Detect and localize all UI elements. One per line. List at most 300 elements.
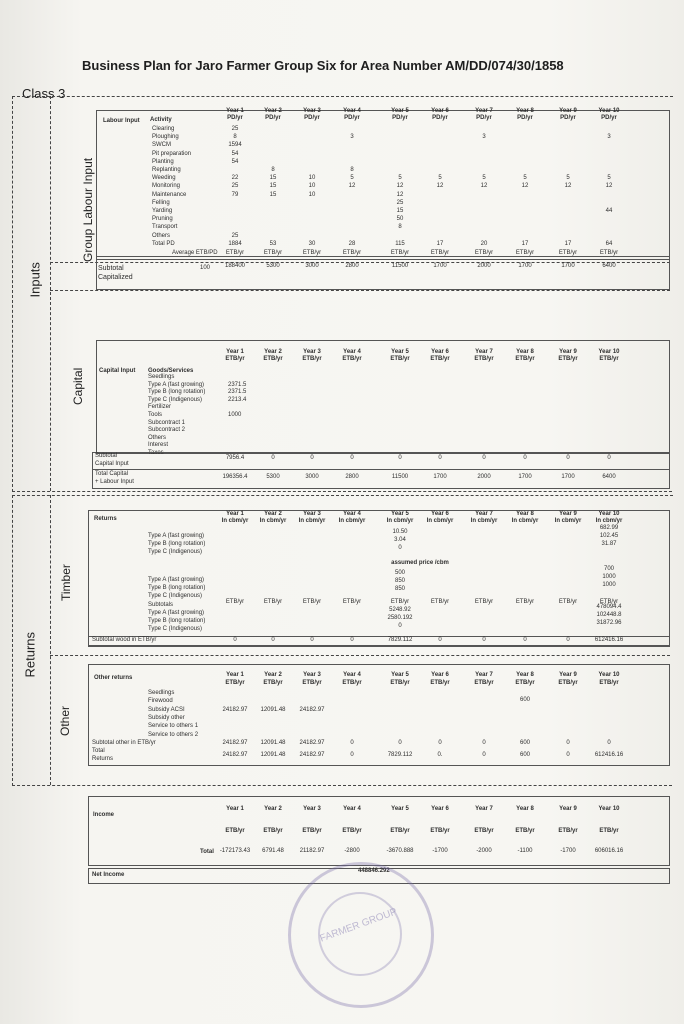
- timber-etb-unit: ETB/yr: [342, 599, 362, 605]
- labour-activity-name: SWCM: [152, 142, 171, 149]
- labour-etb-unit: ETB/yr: [515, 250, 535, 256]
- assumed-price-label: assumed price /cbm: [391, 560, 449, 566]
- other-subtotal-label: Subtotal other in ETB/yr: [92, 740, 156, 746]
- other-return-name: Service to others 2: [148, 731, 199, 738]
- labour-cell: 12: [396, 191, 404, 198]
- timber-year-header: Year 5: [391, 511, 409, 517]
- wood-subtotal-cell: 0: [566, 637, 570, 643]
- other-unit-header: ETB/yr: [390, 680, 410, 686]
- labour-cell: 3: [607, 134, 611, 141]
- labour-cell: 5: [482, 175, 486, 182]
- income-total-cell: -3670.888: [386, 848, 414, 854]
- timber-unit-header: In cbm/yr: [554, 518, 582, 524]
- labour-year-header: Year 3: [303, 108, 321, 114]
- other-unit-header: ETB/yr: [302, 680, 322, 686]
- timber-price-type-name: Type B (long rotation): [148, 585, 206, 591]
- capital-subtotal-cell: 0: [607, 455, 611, 461]
- labour-year-header: Year 7: [475, 108, 493, 114]
- labour-year-header: Year 5: [391, 108, 409, 114]
- capital-unit-header: ETB/yr: [390, 356, 410, 362]
- income-total-cell: -2800: [344, 848, 360, 854]
- labour-cell: 17: [436, 240, 444, 247]
- labour-cell: 22: [231, 175, 239, 182]
- capital-subtotal-cell: 0: [398, 455, 402, 461]
- labour-cell: 12: [564, 183, 572, 190]
- income-year-header: Year 8: [516, 806, 534, 812]
- capital-unit-header: ETB/yr: [225, 356, 245, 362]
- timber-etb-unit: ETB/yr: [263, 599, 283, 605]
- capital-total-cell: 3000: [305, 474, 319, 480]
- other-subsidy-cell: 24182.97: [299, 707, 325, 713]
- other-subtotal-cell: 0: [566, 740, 570, 746]
- labour-cell: 25: [231, 232, 239, 239]
- other-subtotal-cell: 24182.97: [222, 740, 248, 746]
- other-total-cell: 600: [519, 752, 530, 758]
- income-year-header: Year 5: [391, 806, 409, 812]
- labour-activity-name: Felling: [152, 199, 170, 206]
- labour-subtotal-cell: 2000: [477, 263, 491, 269]
- labour-cell: 54: [231, 150, 239, 157]
- capital-item-name: Others: [148, 434, 167, 441]
- wood-subtotal-unit: in ETB/yr: [131, 637, 157, 643]
- income-unit-header: ETB/yr: [390, 828, 410, 834]
- labour-cell: 10: [308, 183, 316, 190]
- labour-cell: 5: [438, 175, 442, 182]
- labour-cell: 115: [395, 240, 405, 247]
- capital-year-header: Year 3: [303, 349, 321, 355]
- capital-year-header: Year 7: [475, 349, 493, 355]
- labour-activity-name: Replanting: [152, 167, 181, 173]
- income-year-header: Year 3: [303, 806, 321, 812]
- capital-item-name: Taxes: [148, 450, 164, 456]
- labour-year-header: Year 4: [343, 108, 361, 114]
- document-title: Business Plan for Jaro Farmer Group Six for Area Number AM/DD/074/30/1858: [82, 58, 564, 73]
- other-subtotal-cell: 600: [519, 740, 530, 746]
- other-total-cell: 612416.16: [594, 752, 624, 758]
- timber-type-name: Type C (Indigenous): [148, 549, 203, 555]
- capital-year-header: Year 1: [226, 349, 244, 355]
- timber-yr10-price: 1000: [602, 582, 616, 588]
- other-unit-header: ETB/yr: [342, 680, 362, 686]
- inputs-label: Inputs: [27, 262, 43, 298]
- labour-input-label: Labour Input: [103, 118, 140, 124]
- capital-subtotal-label: Subtotal: [95, 453, 118, 459]
- capitalized-box: [96, 256, 670, 290]
- labour-activity-name: Maintenance: [152, 191, 187, 198]
- other-total-cell: 12091.48: [260, 752, 286, 758]
- other-year-header: Year 5: [391, 672, 409, 678]
- labour-cell: 12: [605, 183, 613, 190]
- labour-cell: 44: [605, 208, 613, 214]
- capital-subtotal-cell: 7956.4: [225, 455, 245, 461]
- labour-input-plus-label: + Labour Input: [95, 479, 134, 485]
- labour-subtotal-cell: 1700: [518, 263, 532, 269]
- labour-cell: 64: [605, 240, 613, 247]
- labour-year-header: Year 8: [516, 108, 534, 114]
- income-unit-header: ETB/yr: [263, 828, 283, 834]
- capital-item-name: Type A (fast growing): [148, 381, 205, 388]
- other-subtotal-cell: 0: [607, 740, 611, 746]
- labour-subtotal-cell: 1700: [433, 263, 447, 269]
- capital-item-name: Subcontract 1: [148, 419, 186, 426]
- labour-cell: 3: [482, 134, 486, 141]
- labour-year-header: Year 1: [226, 108, 244, 114]
- labour-unit-header: PD/yr: [476, 115, 492, 121]
- capital-total-cell: 6400: [602, 474, 616, 480]
- timber-unit-header: In cbm/yr: [298, 518, 326, 524]
- labour-cell: 12: [521, 183, 529, 190]
- labour-cell: 5: [607, 175, 611, 182]
- timber-yr10-price: 700: [603, 566, 614, 572]
- capital-total-cell: 196356.4: [222, 474, 248, 480]
- capital-item-name: Type C (Indigenous): [148, 396, 203, 403]
- labour-etb-unit: ETB/yr: [558, 250, 578, 256]
- income-year-header: Year 7: [475, 806, 493, 812]
- capital-year-header: Year 5: [391, 349, 409, 355]
- capital-total-cell: 2800: [345, 474, 359, 480]
- capital-unit-header: ETB/yr: [263, 356, 283, 362]
- labour-activity-name: Weeding: [152, 175, 176, 182]
- labour-unit-header: PD/yr: [392, 115, 408, 121]
- income-unit-header: ETB/yr: [599, 828, 619, 834]
- timber-type-name: Type B (long rotation): [148, 541, 206, 547]
- class-label: Class 3: [22, 86, 66, 101]
- income-unit-header: ETB/yr: [302, 828, 322, 834]
- timber-label: Timber: [59, 564, 73, 601]
- timber-year-header: Year 2: [264, 511, 282, 517]
- capital-subtotal-cell: 0: [310, 455, 314, 461]
- timber-sub-type-name: Type B (long rotation): [148, 618, 206, 624]
- labour-cell: 50: [396, 216, 404, 223]
- total-capital-label: Total Capital: [95, 471, 129, 477]
- other-returns-label: Returns: [92, 756, 114, 762]
- other-total-label: Total: [92, 748, 105, 754]
- labour-subtotal-cell: 11500: [391, 263, 409, 269]
- labour-etb-unit: ETB/yr: [342, 250, 362, 256]
- labour-cell: 3: [350, 134, 354, 141]
- other-return-name: Subsidy other: [148, 714, 185, 721]
- labour-unit-header: PD/yr: [560, 115, 576, 121]
- other-unit-header: ETB/yr: [599, 680, 619, 686]
- labour-subtotal-cell: 6400: [602, 263, 616, 269]
- income-total-cell: 21182.97: [299, 848, 325, 854]
- capital-unit-header: ETB/yr: [599, 356, 619, 362]
- other-total-cell: 0: [350, 752, 354, 758]
- timber-year-header: Year 10: [598, 511, 620, 517]
- returns-label: Returns: [22, 631, 38, 678]
- capital-item-name: Tools: [148, 412, 163, 418]
- labour-subtotal-cell: 5300: [266, 263, 280, 269]
- capital-unit-header: ETB/yr: [302, 356, 322, 362]
- other-year-header: Year 6: [431, 672, 449, 678]
- income-total-cell: 606016.16: [594, 848, 624, 854]
- wood-subtotal-cell: 0: [523, 637, 527, 643]
- labour-activity-name: Monitoring: [152, 183, 181, 190]
- timber-unit-header: In cbm/yr: [221, 518, 249, 524]
- timber-etb-unit: ETB/yr: [558, 599, 578, 605]
- timber-unit-header: In cbm/yr: [511, 518, 539, 524]
- labour-cell: 12: [480, 183, 488, 190]
- income-total-cell: 6791.48: [262, 848, 284, 854]
- stamp-text: FARMER GROUP: [318, 906, 399, 945]
- other-total-cell: 0: [566, 752, 570, 758]
- income-unit-header: ETB/yr: [342, 828, 362, 834]
- timber-yr10-volume: 31.87: [601, 541, 617, 547]
- labour-activity-name: Others: [152, 232, 171, 239]
- labour-cell: 20: [480, 240, 488, 247]
- labour-etb-unit: ETB/yr: [263, 250, 283, 256]
- labour-cell: 79: [231, 191, 239, 198]
- timber-year-header: Year 1: [226, 511, 244, 517]
- timber-price-type-name: Type A (fast growing): [148, 577, 205, 583]
- wood-subtotal-cell: 0: [233, 637, 237, 643]
- labour-cell: 5: [566, 175, 570, 182]
- capital-label: Capital: [71, 367, 85, 405]
- other-unit-header: ETB/yr: [515, 680, 535, 686]
- labour-cell: 5: [398, 175, 402, 182]
- capital-year-header: Year 2: [264, 349, 282, 355]
- labour-cell: 15: [269, 191, 277, 198]
- capital-year-header: Year 4: [343, 349, 361, 355]
- other-yr8-value: 600: [519, 697, 530, 703]
- avg-etb-label: Average ETB/PD: [172, 250, 218, 256]
- inputs-divider: [50, 96, 51, 491]
- timber-unit-header: In cbm/yr: [426, 518, 454, 524]
- capital-subtotal-cell: 0: [482, 455, 486, 461]
- labour-cell: 15: [269, 175, 277, 182]
- labour-activity-name: Total PD: [152, 240, 175, 247]
- avg-etb-value: 100: [200, 265, 211, 271]
- timber-yr10-volume: 682.99: [599, 525, 619, 531]
- capital-item-name: Fertilizer: [148, 404, 172, 411]
- labour-cell: 25: [231, 126, 239, 132]
- other-total-cell: 0: [482, 752, 486, 758]
- timber-unit-header: In cbm/yr: [338, 518, 366, 524]
- income-year-header: Year 2: [264, 806, 282, 812]
- capital-total-cell: 1700: [561, 474, 575, 480]
- timber-yr10-volume: 102.45: [599, 533, 619, 539]
- other-year-header: Year 8: [516, 672, 534, 678]
- capital-item-value: 1000: [228, 412, 242, 418]
- labour-cell: 12: [436, 183, 444, 190]
- labour-cell: 8: [271, 167, 275, 173]
- other-year-header: Year 3: [303, 672, 321, 678]
- labour-etb-unit: ETB/yr: [430, 250, 450, 256]
- capital-input-sub-label: Capital Input: [95, 461, 129, 467]
- labour-cell: 5: [523, 175, 527, 182]
- labour-subtotal-cell: 3000: [305, 263, 319, 269]
- other-total-cell: 24182.97: [222, 752, 248, 758]
- wood-subtotal-cell: 7829.112: [387, 637, 413, 643]
- wood-subtotal-cell: 612416.16: [594, 637, 624, 643]
- labour-year-header: Year 6: [431, 108, 449, 114]
- other-year-header: Year 2: [264, 672, 282, 678]
- timber-year-header: Year 6: [431, 511, 449, 517]
- labour-unit-header: PD/yr: [432, 115, 448, 121]
- capital-item-name: Subcontract 2: [148, 427, 186, 434]
- other-subtotal-cell: 12091.48: [260, 740, 286, 746]
- capital-year-header: Year 8: [516, 349, 534, 355]
- timber-etb-unit: ETB/yr: [225, 599, 245, 605]
- timber-yr10-subtotal: 31872.96: [596, 620, 622, 626]
- labour-year-header: Year 2: [264, 108, 282, 114]
- income-year-header: Year 4: [343, 806, 361, 812]
- net-income-value: 448846.292: [358, 868, 390, 874]
- capital-year-header: Year 9: [559, 349, 577, 355]
- other-return-name: Firewood: [148, 698, 173, 705]
- activity-header: Activity: [150, 117, 172, 123]
- labour-subtotal-label: Subtotal: [98, 265, 124, 272]
- wood-subtotal-cell: 0: [482, 637, 486, 643]
- labour-subtotal-cell: 2800: [345, 263, 359, 269]
- capital-total-cell: 1700: [518, 474, 532, 480]
- labour-activity-name: Yarding: [152, 208, 173, 214]
- other-unit-header: ETB/yr: [474, 680, 494, 686]
- other-year-header: Year 9: [559, 672, 577, 678]
- timber-yr5-volume: 3.04: [394, 537, 406, 543]
- labour-cell: 28: [348, 240, 356, 247]
- timber-yr10-subtotal: 478094.4: [596, 604, 622, 610]
- timber-subtotals-label: Subtotals: [148, 602, 174, 608]
- labour-cell: 8: [398, 224, 402, 231]
- timber-yr5-volume: 0: [398, 545, 402, 551]
- other-year-header: Year 7: [475, 672, 493, 678]
- timber-year-header: Year 3: [303, 511, 321, 517]
- capital-subtotal-cell: 0: [350, 455, 354, 461]
- capital-total-cell: 5300: [266, 474, 280, 480]
- labour-cell: 17: [564, 240, 572, 247]
- labour-cell: 12: [396, 183, 404, 190]
- group-labour-label: Group Labour Input: [81, 157, 95, 262]
- labour-cell: 1884: [228, 240, 242, 247]
- capital-unit-header: ETB/yr: [558, 356, 578, 362]
- labour-cell: 8: [233, 134, 237, 141]
- wood-subtotal-text: Subtotal wood: [92, 637, 131, 643]
- labour-cell: 30: [308, 240, 316, 247]
- income-total-label: Total: [200, 849, 214, 855]
- other-subsidy-cell: 24182.97: [222, 707, 248, 713]
- capital-item-name: Interest: [148, 442, 169, 449]
- goods-services-header: Goods/Services: [148, 368, 194, 374]
- income-unit-header: ETB/yr: [558, 828, 578, 834]
- timber-yr10-subtotal: 102448.8: [596, 612, 622, 618]
- other-subtotal-cell: 0: [438, 740, 442, 746]
- labour-cell: 54: [231, 158, 239, 165]
- labour-cell: 15: [269, 183, 277, 190]
- timber-sub-type-name: Type C (Indigenous): [148, 626, 203, 632]
- timber-yr5-volume: 10.50: [392, 529, 408, 535]
- other-return-name: Seedlings: [148, 690, 175, 696]
- income-unit-header: ETB/yr: [225, 828, 245, 834]
- labour-activity-name: Clearing: [152, 126, 175, 132]
- timber-unit-header: In cbm/yr: [470, 518, 498, 524]
- timber-etb-unit: ETB/yr: [430, 599, 450, 605]
- returns-bottom: [12, 785, 672, 786]
- timber-etb-unit: ETB/yr: [302, 599, 322, 605]
- labour-activity-name: Pit preparation: [152, 150, 192, 157]
- other-return-name: Service to others 1: [148, 723, 199, 730]
- labour-year-header: Year 10: [598, 108, 620, 114]
- capital-subtotal-cell: 0: [271, 455, 275, 461]
- labour-activity-name: Transport: [152, 224, 178, 231]
- income-total-cell: -1100: [517, 848, 533, 854]
- labour-etb-unit: ETB/yr: [390, 250, 410, 256]
- capital-year-header: Year 10: [598, 349, 620, 355]
- timber-yr5-price: 500: [394, 570, 405, 576]
- income-unit-header: ETB/yr: [474, 828, 494, 834]
- other-total-cell: 7829.112: [387, 752, 413, 758]
- labour-cell: 15: [396, 208, 404, 214]
- capital-subtotal-cell: 0: [523, 455, 527, 461]
- capital-item-name: Seedlings: [148, 374, 175, 380]
- labour-cell: 25: [396, 199, 404, 206]
- other-label: Other: [58, 705, 72, 736]
- capital-subtotal-cell: 0: [566, 455, 570, 461]
- labour-cell: 17: [521, 240, 529, 247]
- timber-unit-header: In cbm/yr: [259, 518, 287, 524]
- labour-etb-unit: ETB/yr: [599, 250, 619, 256]
- capital-unit-header: ETB/yr: [515, 356, 535, 362]
- other-year-header: Year 10: [598, 672, 620, 678]
- labour-cell: 10: [308, 175, 316, 182]
- other-subsidy-cell: 12091.48: [260, 707, 286, 713]
- income-year-header: Year 6: [431, 806, 449, 812]
- net-income-label: Net Income: [92, 872, 125, 878]
- capital-item-name: Type B (long rotation): [148, 389, 206, 396]
- capital-input-label: Capital Input: [99, 368, 136, 374]
- labour-cell: 10: [308, 191, 316, 198]
- other-unit-header: ETB/yr: [558, 680, 578, 686]
- labour-cell: 1594: [228, 142, 242, 149]
- timber-year-header: Year 8: [516, 511, 534, 517]
- labour-unit-header: PD/yr: [344, 115, 360, 121]
- timber-sub-type-name: Type A (fast growing): [148, 610, 205, 616]
- timber-etb-unit: ETB/yr: [474, 599, 494, 605]
- other-unit-header: ETB/yr: [263, 680, 283, 686]
- other-subtotal-cell: 0: [350, 740, 354, 746]
- other-year-header: Year 4: [343, 672, 361, 678]
- other-subtotal-cell: 24182.97: [299, 740, 325, 746]
- other-total-cell: 24182.97: [299, 752, 325, 758]
- capital-unit-header: ETB/yr: [430, 356, 450, 362]
- timber-yr5-price: 850: [394, 586, 405, 592]
- wood-subtotal-cell: 0: [310, 637, 314, 643]
- labour-etb-unit: ETB/yr: [474, 250, 494, 256]
- labour-subtotal-cell: 188400: [224, 263, 246, 269]
- timber-etb-unit: ETB/yr: [515, 599, 535, 605]
- capital-item-value: 2371.5: [228, 389, 247, 396]
- labour-unit-header: PD/yr: [227, 115, 243, 121]
- timber-yr5-subtotal: 5248.92: [389, 607, 411, 613]
- labour-subtotal-cell: 1700: [561, 263, 575, 269]
- timber-price-type-name: Type C (Indigenous): [148, 593, 203, 599]
- income-year-header: Year 9: [559, 806, 577, 812]
- other-unit-header: ETB/yr: [430, 680, 450, 686]
- timber-yr5-subtotal: 2580.192: [387, 615, 413, 621]
- income-total-cell: -172173.43: [219, 848, 251, 854]
- labour-etb-unit: ETB/yr: [225, 250, 245, 256]
- timber-year-header: Year 9: [559, 511, 577, 517]
- labour-etb-unit: ETB/yr: [302, 250, 322, 256]
- labour-cell: 5: [350, 175, 354, 182]
- timber-year-header: Year 7: [475, 511, 493, 517]
- timber-type-name: Type A (fast growing): [148, 533, 205, 539]
- timber-unit-header: In cbm/yr: [595, 518, 623, 524]
- income-total-cell: -1700: [432, 848, 448, 854]
- capital-total-cell: 1700: [433, 474, 447, 480]
- labour-cell: 53: [269, 240, 277, 247]
- other-subtotal-cell: 0: [398, 740, 402, 746]
